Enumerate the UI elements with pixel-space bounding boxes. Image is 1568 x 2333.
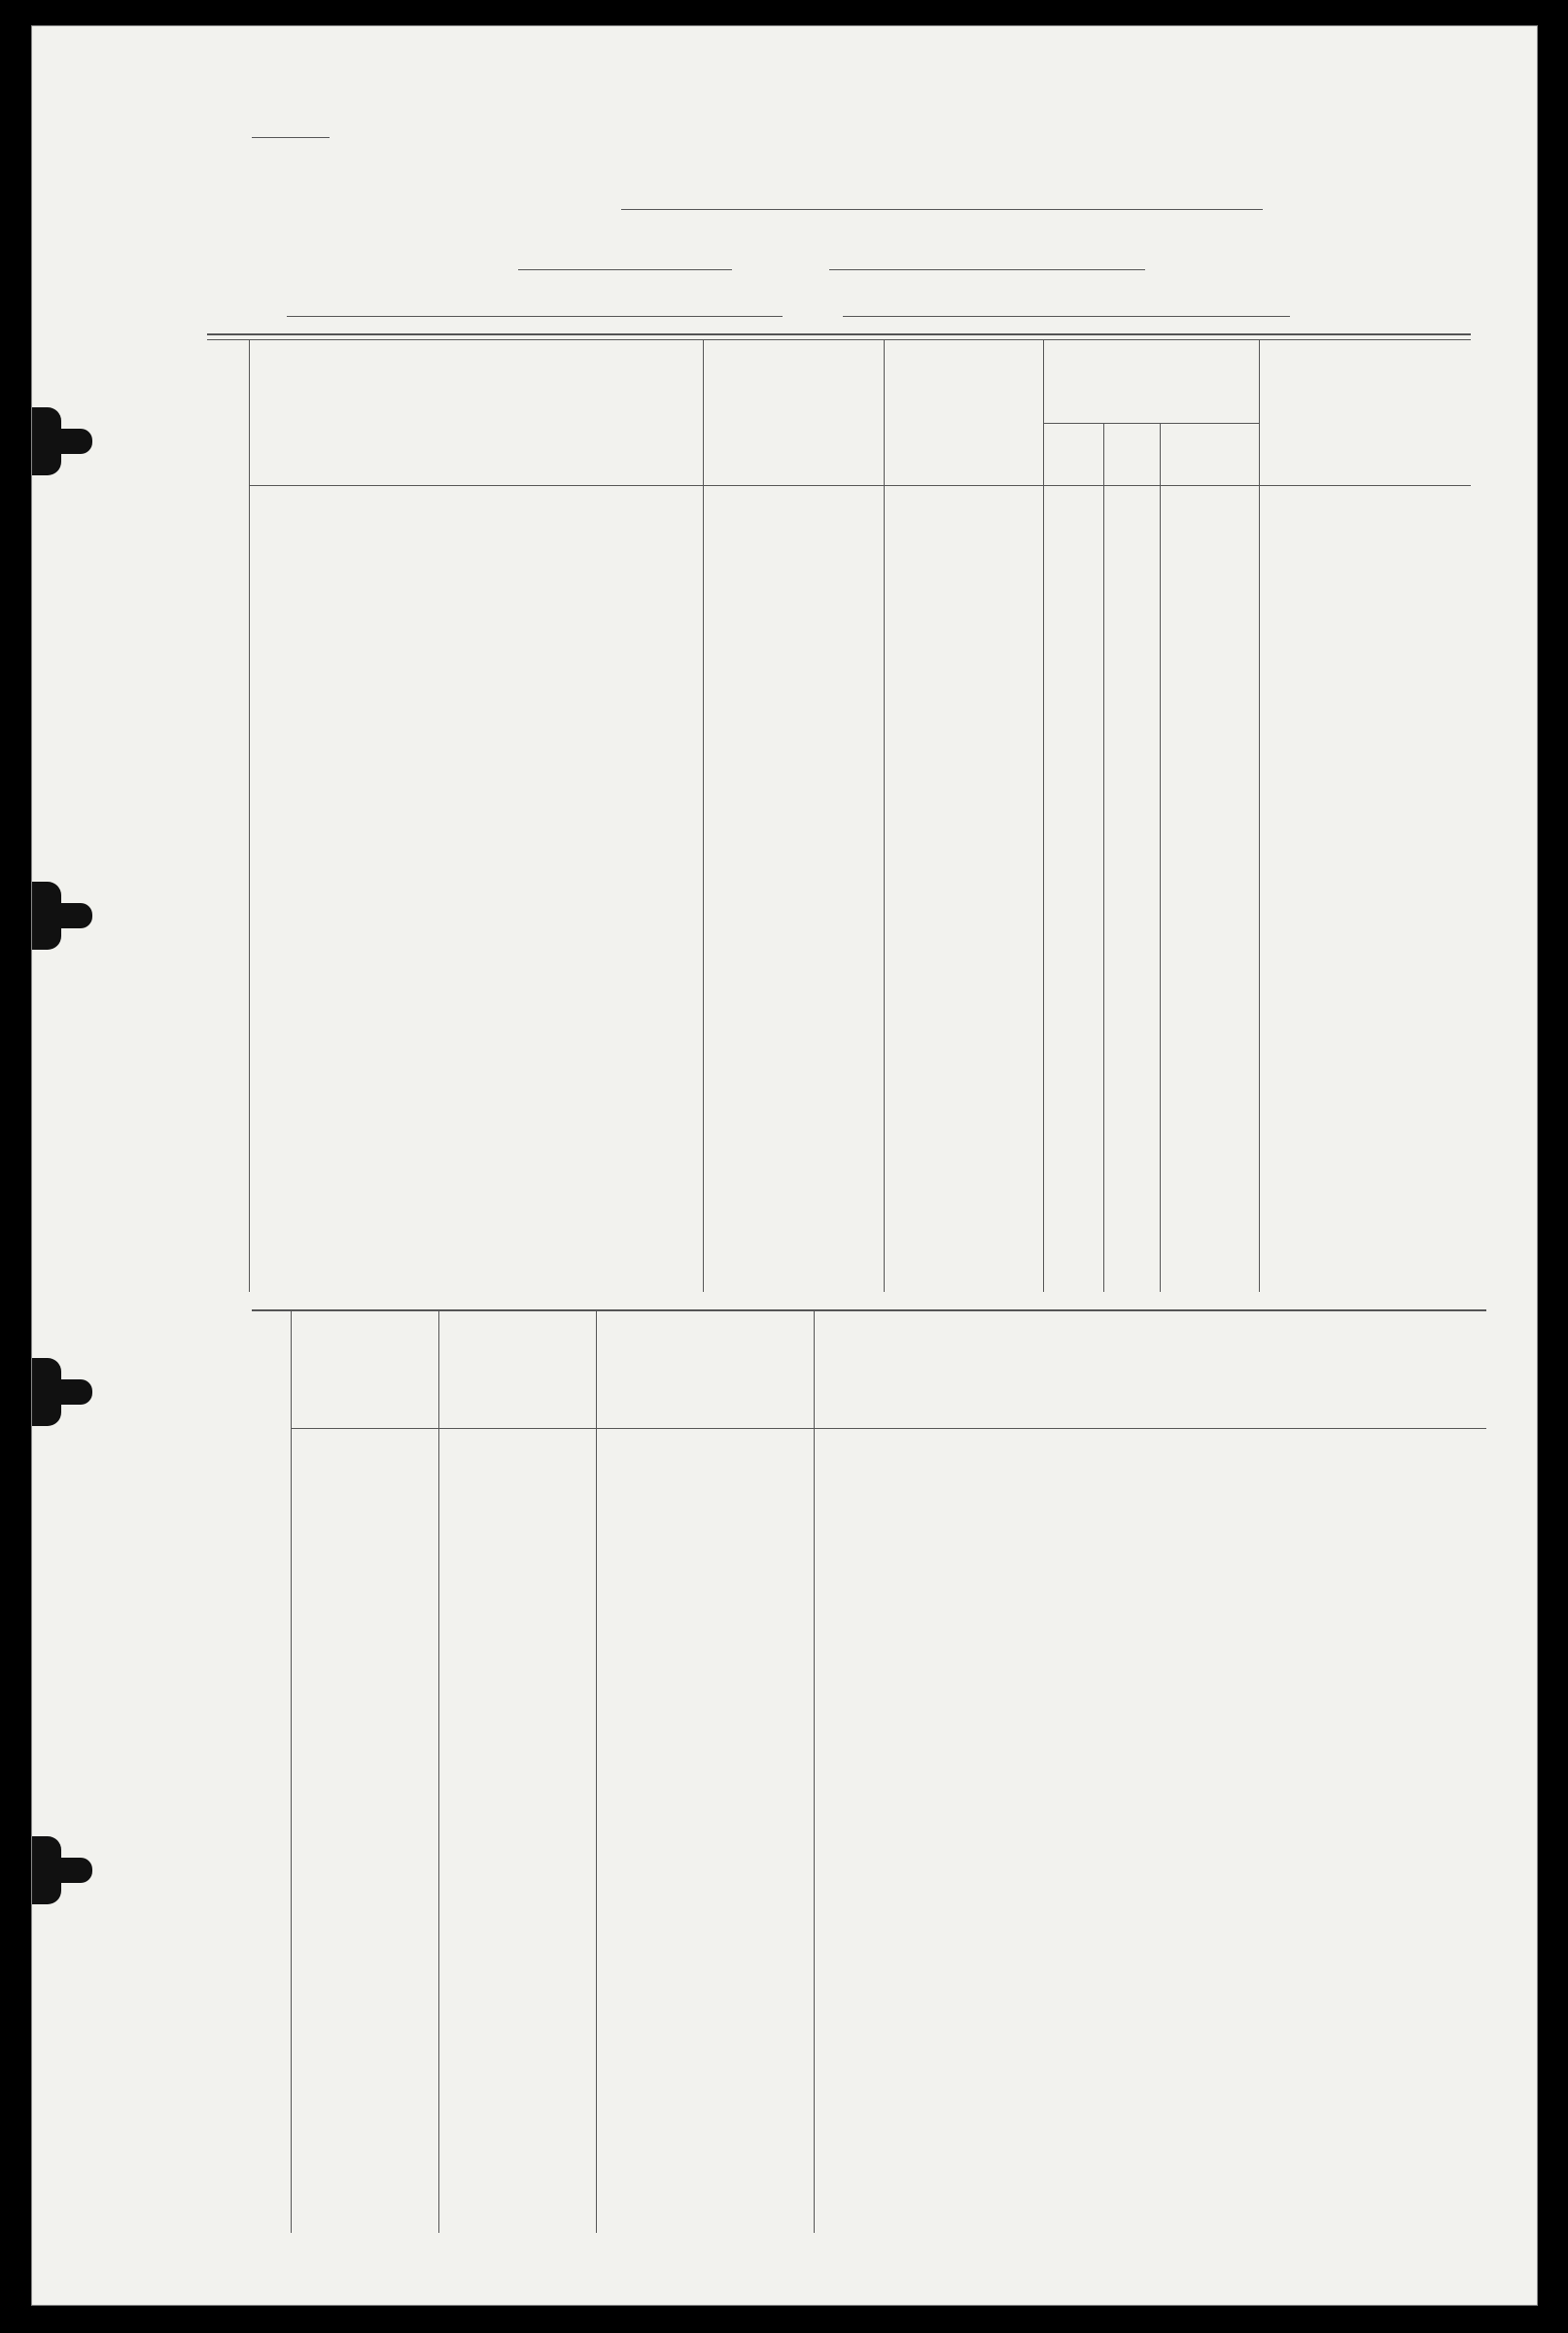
binder-clip-1 — [32, 407, 61, 475]
top-table-top-border — [207, 333, 1471, 335]
binder-clip-4 — [32, 1836, 61, 1904]
binder-clip-3 — [32, 1358, 61, 1426]
bottom-table-top-border — [252, 1309, 1486, 1311]
document-page — [31, 25, 1538, 2306]
binder-clip-2 — [32, 882, 61, 950]
